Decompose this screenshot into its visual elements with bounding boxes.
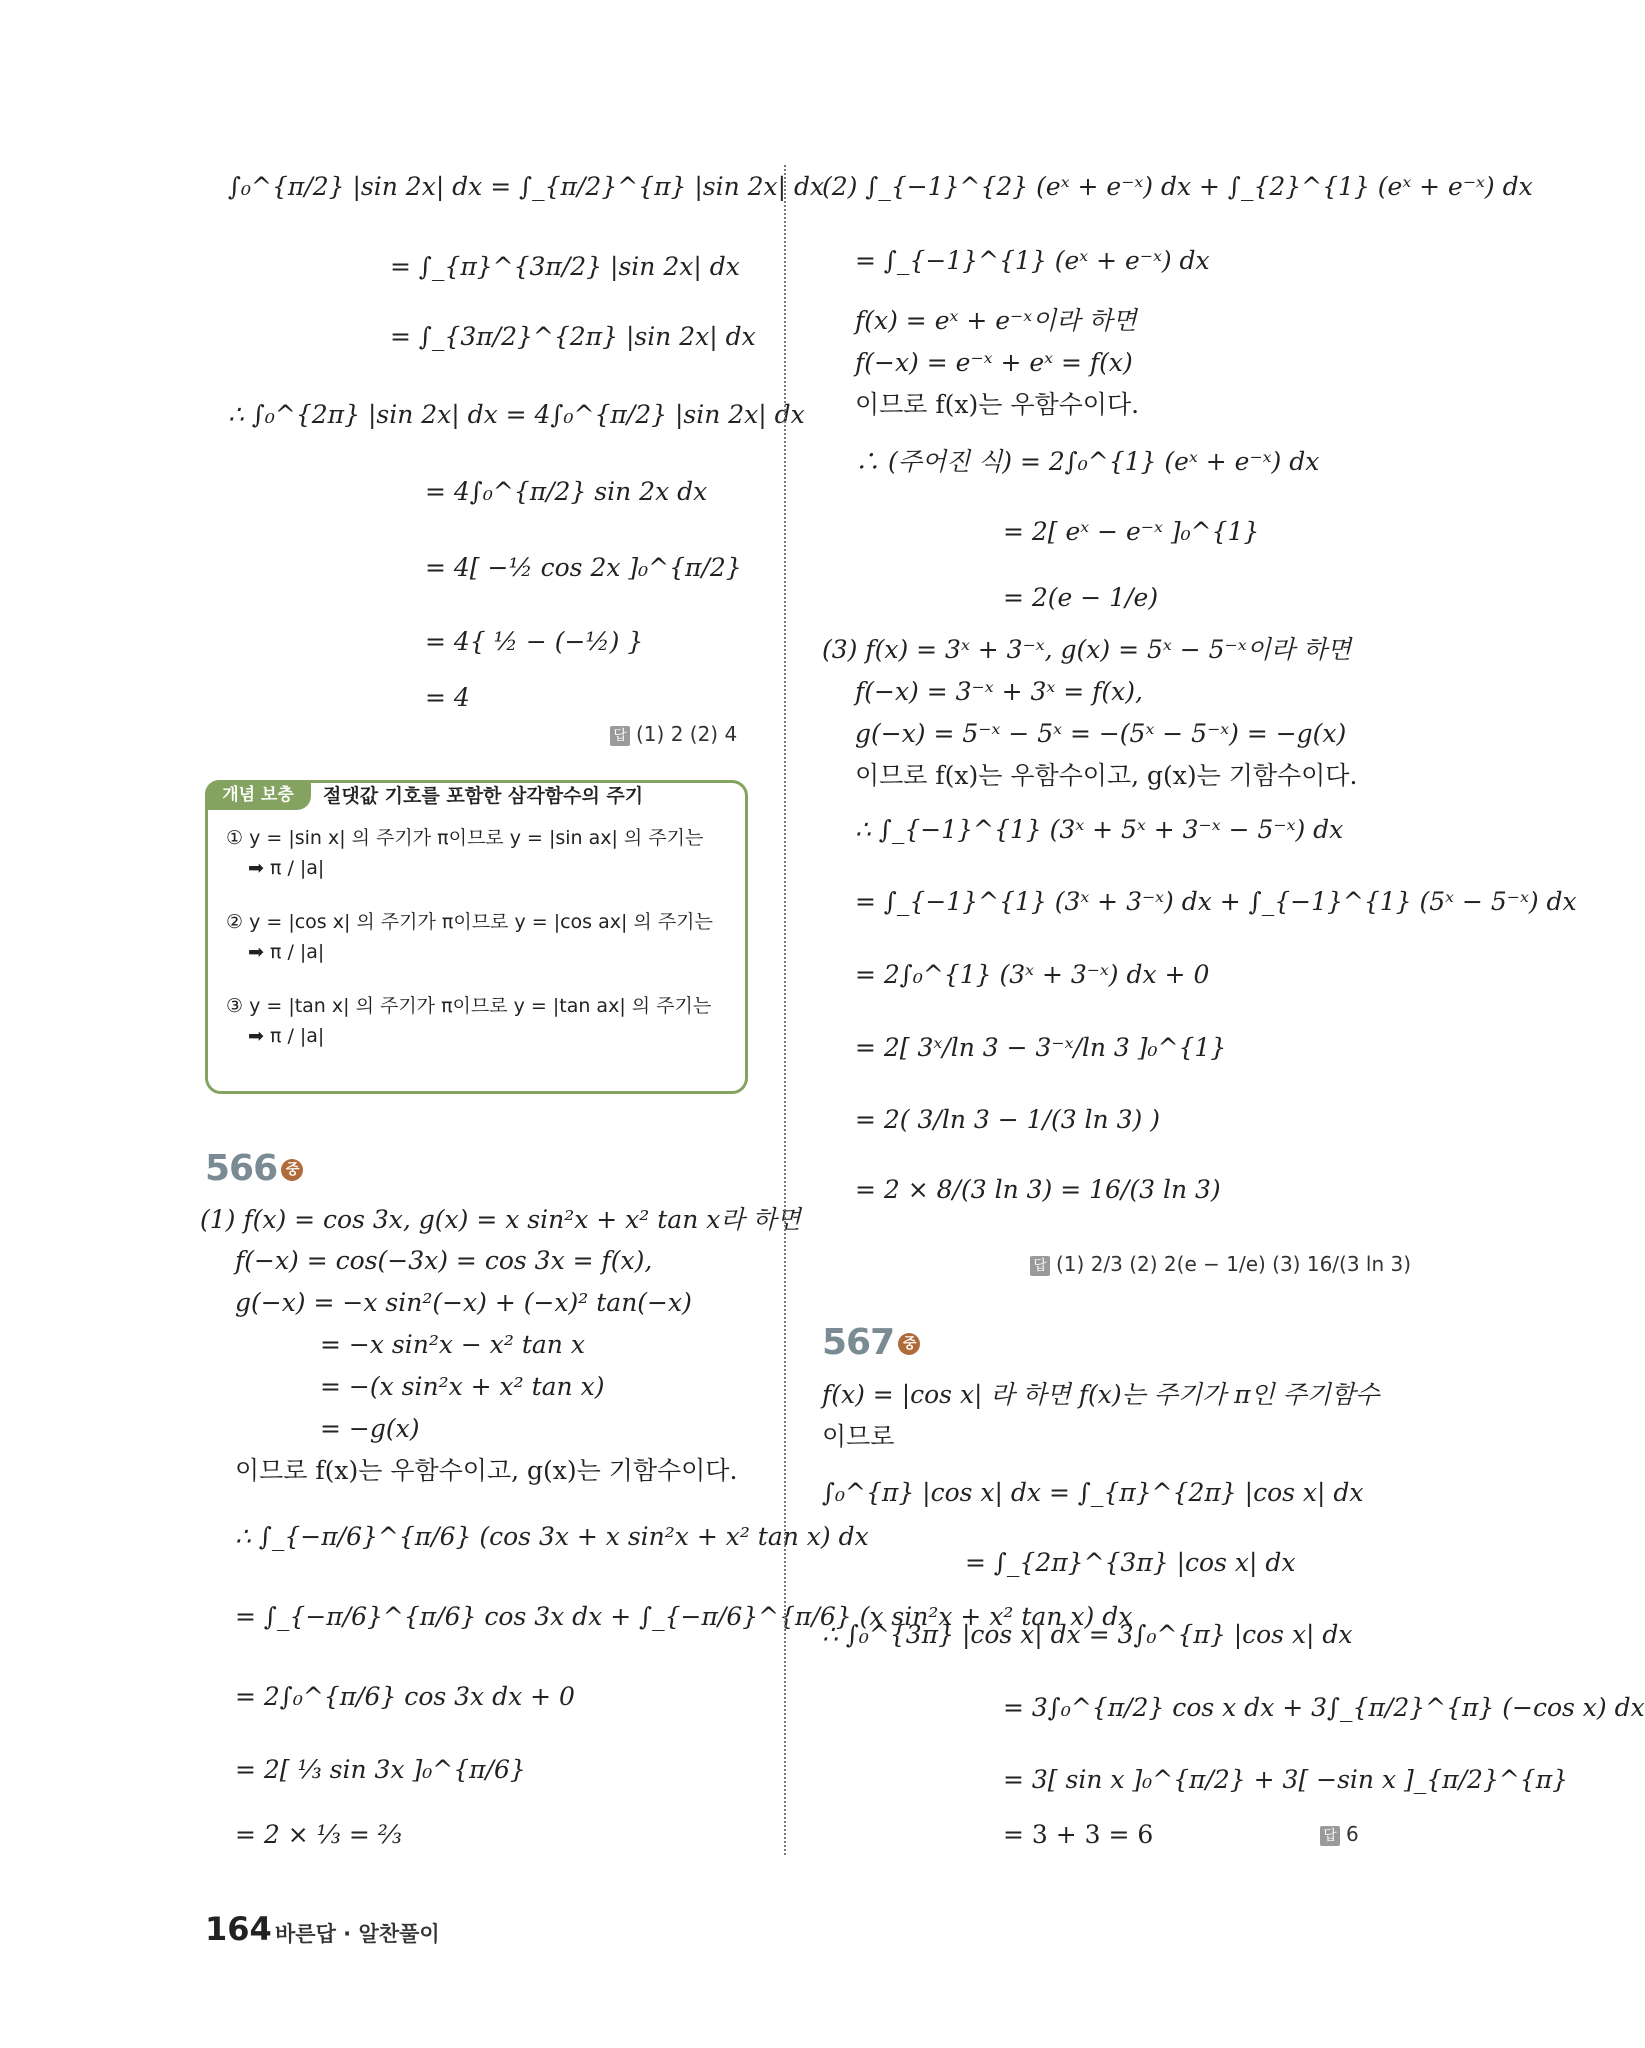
concept-title: 절댓값 기호를 포함한 삼각함수의 주기 [323,785,644,807]
p567-line-7: = 3[ sin x ]₀^{π/2} + 3[ −sin x ]_{π/2}^{π} [1003,1765,1569,1794]
problem-567-label: 567 [822,1322,895,1363]
answer-567 [1320,1822,1359,1846]
p566-line-3: g(−x) = −x sin²(−x) + (−x)² tan(−x) [235,1288,692,1317]
p566-line-6: = −g(x) [320,1414,420,1443]
left-line-3: = ∫_{3π/2}^{2π} |sin 2x| dx [390,322,756,351]
p567-line-5: ∴ ∫₀^{3π} |cos x| dx = 3∫₀^{π} |cos x| dx [822,1620,1353,1649]
concept-result-text: π / |a| [269,857,325,879]
concept-item-1: ① y = |sin x| 의 주기가 π이므로 y = |sin ax| 의 주기는 [226,827,704,849]
left-line-4: ∴ ∫₀^{2π} |sin 2x| dx = 4∫₀^{π/2} |sin 2x| dx [228,400,805,429]
p566-line-2: f(−x) = cos(−3x) = cos 3x = f(x), [235,1246,653,1275]
column-divider [784,165,786,1855]
p566-line-11: = 2[ ⅓ sin 3x ]₀^{π/6} [235,1755,526,1784]
left-line-2: = ∫_{π}^{3π/2} |sin 2x| dx [390,252,740,281]
answer-565-text: (1) 2 (2) 4 [636,722,738,746]
p565-2-line-5: 이므로 f(x)는 우함수이다. [855,390,1140,419]
p567-line-4: = ∫_{2π}^{3π} |cos x| dx [965,1548,1296,1577]
p565-2-line-1: (2) ∫_{−1}^{2} (eˣ + e⁻ˣ) dx + ∫_{2}^{1} (eˣ + e⁻ˣ) dx [822,172,1533,201]
p565-3-line-8: = 2[ 3ˣ/ln 3 − 3⁻ˣ/ln 3 ]₀^{1} [855,1033,1227,1062]
concept-result-3 [248,1025,324,1047]
answer-icon: 답 [610,726,630,746]
p565-2-line-7: = 2[ eˣ − e⁻ˣ ]₀^{1} [1003,517,1260,546]
p566-line-7: 이므로 f(x)는 우함수이고, g(x)는 기함수이다. [235,1456,738,1485]
p565-2-line-8: = 2(e − 1/e) [1003,583,1159,612]
arrow-right-icon: ➡ [248,857,264,879]
problem-566-label: 566 [205,1148,278,1189]
p567-line-1: f(x) = |cos x| 라 하면 f(x)는 주기가 π인 주기함수 [822,1380,1380,1409]
problem-567-number [822,1322,920,1363]
p566-line-5: = −(x sin²x + x² tan x) [320,1372,605,1401]
p565-2-line-3: f(x) = eˣ + e⁻ˣ이라 하면 [855,306,1137,335]
concept-result-text: π / |a| [269,941,325,963]
concept-item-3: ③ y = |tan x| 의 주기가 π이므로 y = |tan ax| 의 주기는 [226,995,712,1017]
concept-result-1 [248,857,324,879]
p565-3-line-7: = 2∫₀^{1} (3ˣ + 3⁻ˣ) dx + 0 [855,960,1210,989]
p567-line-8: = 3 + 3 = 6 [1003,1820,1154,1849]
p565-3-line-4: 이므로 f(x)는 우함수이고, g(x)는 기함수이다. [855,761,1358,790]
p566-line-1: (1) f(x) = cos 3x, g(x) = x sin²x + x² tan x라 하면 [200,1205,801,1234]
p565-3-line-6: = ∫_{−1}^{1} (3ˣ + 3⁻ˣ) dx + ∫_{−1}^{1} (5ˣ − 5⁻ˣ) dx [855,887,1577,916]
answer-565 [610,722,737,746]
answer-567-text: 6 [1346,1822,1359,1846]
answer-565-right-text: (1) 2/3 (2) 2(e − 1/e) (3) 16/(3 ln 3) [1056,1252,1412,1276]
p566-line-12: = 2 × ⅓ = ⅔ [235,1820,402,1849]
p566-line-4: = −x sin²x − x² tan x [320,1330,585,1359]
problem-566-number [205,1148,303,1189]
page-label: 바른답 · 알찬풀이 [275,1922,440,1946]
concept-box [205,780,748,1094]
left-line-8: = 4 [425,683,470,712]
left-line-5: = 4∫₀^{π/2} sin 2x dx [425,477,708,506]
p565-3-line-2: f(−x) = 3⁻ˣ + 3ˣ = f(x), [855,677,1143,706]
left-line-7: = 4{ ½ − (−½) } [425,627,644,656]
p566-line-8: ∴ ∫_{−π/6}^{π/6} (cos 3x + x sin²x + x² tan x) dx [235,1522,869,1551]
answer-565-right [1030,1252,1411,1276]
p566-line-9: = ∫_{−π/6}^{π/6} cos 3x dx + ∫_{−π/6}^{π/6} (x sin²x + x² tan x) dx [235,1602,1133,1631]
p566-line-10: = 2∫₀^{π/6} cos 3x dx + 0 [235,1682,575,1711]
left-line-1: ∫₀^{π/2} |sin 2x| dx = ∫_{π/2}^{π} |sin 2x| dx [228,172,825,201]
p565-3-line-1: (3) f(x) = 3ˣ + 3⁻ˣ, g(x) = 5ˣ − 5⁻ˣ이라 하면 [822,635,1352,664]
p565-3-line-10: = 2 × 8/(3 ln 3) = 16/(3 ln 3) [855,1175,1221,1204]
arrow-right-icon: ➡ [248,941,264,963]
page-number: 164 [205,1910,272,1948]
answer-icon: 답 [1320,1826,1340,1846]
p565-3-line-9: = 2( 3/ln 3 − 1/(3 ln 3) ) [855,1105,1160,1134]
concept-tag: 개념 보충 [205,780,311,810]
p567-line-3: ∫₀^{π} |cos x| dx = ∫_{π}^{2π} |cos x| dx [822,1478,1364,1507]
left-line-6: = 4[ −½ cos 2x ]₀^{π/2} [425,553,742,582]
p565-3-line-5: ∴ ∫_{−1}^{1} (3ˣ + 5ˣ + 3⁻ˣ − 5⁻ˣ) dx [855,815,1344,844]
arrow-right-icon: ➡ [248,1025,264,1047]
p565-2-line-4: f(−x) = e⁻ˣ + eˣ = f(x) [855,348,1133,377]
level-badge: 중 [898,1333,920,1355]
p565-2-line-6: ∴ (주어진 식) = 2∫₀^{1} (eˣ + e⁻ˣ) dx [855,447,1320,476]
level-badge: 중 [281,1159,303,1181]
concept-result-2 [248,941,324,963]
p565-3-line-3: g(−x) = 5⁻ˣ − 5ˣ = −(5ˣ − 5⁻ˣ) = −g(x) [855,719,1347,748]
concept-item-2: ② y = |cos x| 의 주기가 π이므로 y = |cos ax| 의 주기는 [226,911,713,933]
p567-line-6: = 3∫₀^{π/2} cos x dx + 3∫_{π/2}^{π} (−cos x) dx [1003,1693,1645,1722]
concept-result-text: π / |a| [269,1025,325,1047]
answer-icon: 답 [1030,1256,1050,1276]
p567-line-2: 이므로 [822,1422,895,1451]
p565-2-line-2: = ∫_{−1}^{1} (eˣ + e⁻ˣ) dx [855,246,1210,275]
